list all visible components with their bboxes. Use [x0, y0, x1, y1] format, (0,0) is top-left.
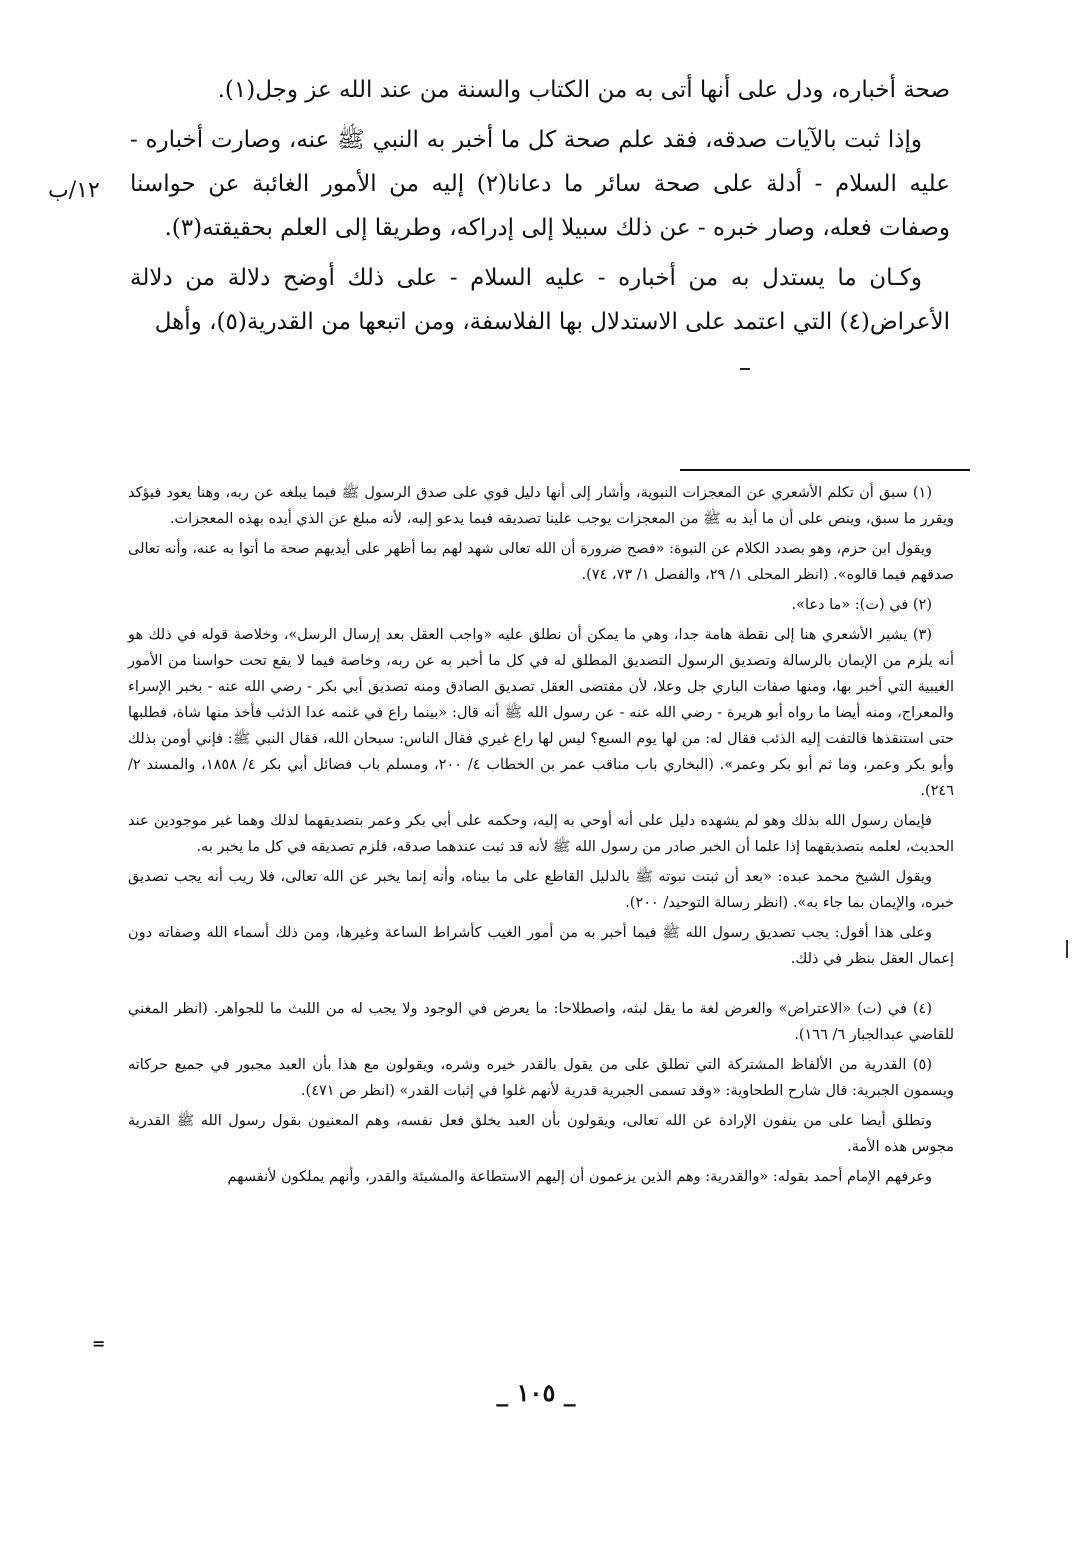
main-paragraph-1: صحة أخباره، ودل على أنها أتى به من الكتاب والسنة من عند الله عز وجل(١).	[217, 77, 950, 103]
footnote-divider	[680, 469, 970, 471]
decorative-dash	[740, 368, 750, 370]
scan-edge-mark	[1066, 940, 1068, 958]
footnote-3-continued-a: فإيمان رسول الله بذلك وهو لم يشهده دليل على أنه أوحي به إليه، وحكمه على أبي بكر وعمر بتصديقهما لذلك وهما غير موجودين عند الحديث، لعلمه بتصديقهما إذا علما أن الخبر صادر من رسول الله ﷺ لأنه قد ثبت عندهما صدقه، فلزم تصديقه في كل ما يخبر به.	[128, 813, 954, 855]
footnote-1-continued: ويقول ابن حزم، وهو بصدد الكلام عن النبوة: «فصح ضرورة أن الله تعالى شهد لهم بما أظهر على أيديهم صحة ما أتوا به عنه، وأنه تعالى صدقهم فيما قالوه». (انظر المحلى ١/ ٢٩، والفصل ١/ ٧٣، ٧٤).	[128, 541, 954, 583]
footnote-5: (٥) القدرية من الألفاظ المشتركة التي تطلق على من يقول بالقدر خيره وشره، ويقولون مع هذا بأن العبد مجبور في جميع حركاته ويسمون الجبرية: قال شارح الطحاوية: «وقد تسمى الجبرية قدرية لأنهم غلوا في إثبات القدر» (انظر ص ٤٧١).	[128, 1057, 954, 1099]
footnote-5-continued-b: وعرفهم الإمام أحمد بقوله: «والقدرية: وهم الذين يزعمون أن إليهم الاستطاعة والمشيئة والقدر، وأنهم يملكون لأنفسهم	[227, 1169, 932, 1185]
footnote-1: (١) سبق أن تكلم الأشعري عن المعجزات النبوية، وأشار إلى أنها دليل قوي على صدق الرسول ﷺ فيما يبلغه عن ربه، وهنا يعود فيؤكد ويقرر ما سبق، وينص على أن ما أيد به ﷺ من المعجزات يوجب علينا تصديقه فيما يدعو إليه، لأنه مبلغ عن الذي أيده بهذه المعجزات.	[128, 485, 954, 527]
main-text	[130, 68, 950, 350]
footnote-2: (٢) في (ت): «ما دعا».	[791, 597, 932, 613]
footnote-5-continued-a: وتطلق أيضا على من ينفون الإرادة عن الله تعالى، ويقولون بأن العبد يخلق فعل نفسه، وهم المعنيون بقول رسول الله ﷺ القدرية مجوس هذه الأمة.	[128, 1113, 954, 1155]
main-paragraph-3: وكـان ما يستدل به من أخباره - عليه السلام - على ذلك أوضح دلالة من دلالة الأعراض(٤) التي اعتمد على الاستدلال بها الفلاسفة، ومن اتبعها من القدرية(٥)، وأهل	[130, 265, 950, 335]
manuscript-folio-note: ١٢/ب	[48, 178, 100, 203]
footnote-4: (٤) في (ت) «الاعتراض» والعرض لغة ما يقل لبثه، واصطلاحا: ما يعرض في الوجود ولا يجب له من اللبث ما للجواهر. (انظر المغني للقاضي عبدالجبار ٦/ ١٦٦).	[128, 1001, 954, 1043]
page-number: _ ١٠٥ _	[496, 1378, 576, 1407]
footnote-3-continued-b: ويقول الشيخ محمد عبده: «بعد أن ثبتت نبوته ﷺ بالدليل القاطع على ما بيناه، وأنه إنما يخبر عن الله تعالى، فلا ريب أنه يجب تصديق خبره، والإيمان بما جاء به». (انظر رسالة التوحيد/ ٢٠٠).	[128, 869, 954, 911]
footnote-3: (٣) يشير الأشعري هنا إلى نقطة هامة جدا، وهي ما يمكن أن نطلق عليه «واجب العقل بعد إرسال الرسل»، وخلاصة قوله في ذلك هو أنه يلزم من الإيمان بالرسالة وتصديق الرسول التصديق المطلق له في كل ما أخبر به عن ربه، وخاصة فيما لا يقع تحت حواسنا من الأمور الغيبية التي أخبر بها، ومنها صفات الباري جل وعلا، لأن مقتضى العقل تصديق الصادق ومنه تصديق أبي بكر - رضي الله عنه - بخبر الإسراء والمعراج، ومنه أيضا ما رواه أبو هريرة - رضي الله عنه - عن رسول الله ﷺ أنه قال: «بينما راع في غنمه عدا الذئب فأخذ منها شاة، فطلبها حتى استنقذها فالتفت إليه الذئب فقال له: من لها يوم السبع؟ ليس لها راع غيري فقال الناس: سبحان الله، فقال النبي ﷺ: فإني أومن بذلك وأبو بكر وعمر، وما ثم أبو بكر وعمر». (البخاري باب مناقب عمر بن الخطاب ٤/ ٢٠٠، ومسلم باب فضائل أبي بكر ٤/ ١٨٥٨، والمسند ٢/ ٢٤٦).	[128, 627, 954, 799]
main-paragraph-2: وإذا ثبت بالآيات صدقه، فقد علم صحة كل ما أخبر به النبي ﷺ عنه، وصارت أخباره - عليه السلام - أدلة على صحة سائر ما دعانا(٢) إليه من الأمور الغائبة عن حواسنا وصفات فعله، وصار خبره - عن ذلك سبيلا إلى إدراكه، وطريقا إلى العلم بحقيقته(٣).	[130, 127, 950, 241]
footnote-3-continued-c: وعلى هذا أقول: يجب تصديق رسول الله ﷺ فيما أخبر به من أمور الغيب كأشراط الساعة وغيرها، ومن ذلك أسماء الله وصفاته دون إعمال العقل بنظر في ذلك.	[128, 925, 954, 967]
footnotes	[128, 480, 954, 1194]
continuation-mark: =	[92, 1334, 106, 1353]
